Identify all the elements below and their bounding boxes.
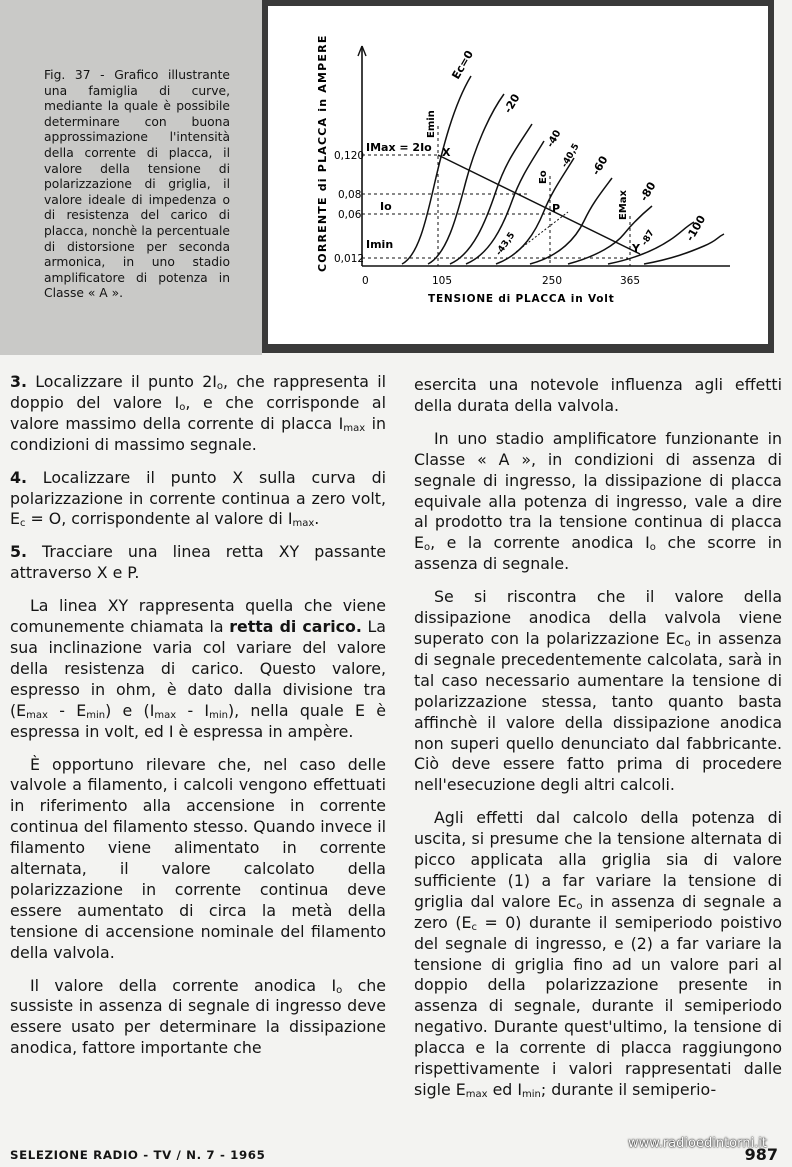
load-line-paragraph: La linea XY rappresenta quella che viene comunemente chiamata la retta di carico. La sua inclinazione varia col variare del valore della resistenza di carico. Questo valore, espresso in ohm, è dato dalla divisione tra $(E_{max} - E_{min})$ e $(I_{max} - I_{min})$, nella quale E è espressa in volt, ed I è espressa in ampère. [10,596,386,741]
load-line [438,155,640,254]
curve-label-60: -60 [589,153,611,178]
x-tick-105: 105 [432,275,453,287]
durata-paragraph: esercita una notevole influenza agli effetti della durata della valvola. [414,375,782,415]
point-x: X [442,146,451,159]
bias-line [516,212,568,252]
filament-paragraph: È opportuno rilevare che, nel caso delle valvole a filamento, i calcoli vengono effettuati in riferimento alla accensione in corrente continua del filamento stesso. Quando invece il filamento viene alimentato in corrente alternata, il valore calcolato della polarizzazione in corrente continua deve essere aumentato di circa la metà della tensione di accensione nominale del filamento della valvola. [10,754,386,962]
annotation-emin: Emin [426,110,437,138]
curve-label-87: -87 [639,228,657,248]
page-footer [10,1136,782,1166]
annotation-imax: IMax = 2Io [366,141,432,154]
x-axis-label: TENSIONE di PLACCA in Volt [428,293,615,305]
x-tick-250: 250 [542,275,563,287]
annotation-eo: Eo [538,170,549,184]
classe-a-paragraph: In uno stadio amplificatore funzionante in Classe « A », in condizioni di assenza di segnale di ingresso, la dissipazione di placca equivale alla potenza di ingresso, vale a dire al prodotto tra la tensione continua di placca $E_o$, e la corrente anodica $I_o$ che scorre in assenza di segnale. [414,428,783,574]
page-number: 987 [744,1145,778,1164]
curve-label-80: -80 [637,179,659,204]
curve-label-20: -20 [501,91,523,116]
figure-caption: Fig. 37 - Grafico illustrante una famiglia di curve, mediante la quale è possibile determinare con buona approssimazione l'intensità della corrente di placca, il valore della tensione di polarizzazione di griglia, il valore ideale di impedenza o di resistenza del carico di placca, nonchè la percentuale di distorsione per seconda armonica, in uno stadio amplificatore di potenza in Classe « A ». [44,68,230,301]
x-tick-365: 365 [620,275,641,287]
curve-label-ec0: Ec=0 [449,48,477,82]
y-axis-label: CORRENTE di PLACCA in AMPERE [316,34,329,272]
anode-current-paragraph: Il valore della corrente anodica $I_o$ che sussiste in assenza di segnale di ingresso deve essere usato per determinare la dissipazione anodica, fattore importante che [10,975,386,1058]
point-y: Y [632,242,640,255]
step-5-paragraph: 5. Tracciare una linea retta XY passante attraverso X e P. [10,542,386,583]
annotation-imin: Imin [366,238,394,251]
annotation-io: Io [380,200,392,213]
journal-name: SELEZIONE RADIO - TV / N. 7 - 1965 [10,1148,266,1162]
figure-graph [268,6,768,344]
point-p: P [552,202,561,215]
y-tick-008: 0,08 [338,189,362,201]
right-column [414,375,782,1101]
watermark-site: www.radioedintorni.it [628,1136,767,1151]
curve-label-40-5: -40,5 [559,142,582,170]
curve-ec-0 [402,76,471,264]
left-column [10,372,386,1059]
curve-label-100: -100 [683,213,709,244]
dissipation-paragraph: Se si riscontra che il valore della dissipazione anodica della valvola viene superato con la polarizzazione $Ec_o$ in assenza di segnale precedentemente calcolata, sarà in tal caso necessario aumentare la tensione di polarizzazione stessa, tanto quanto basta affinchè il valore della dissipazione anodica non superi quello denunciato dal fabbricante. Ciò deve essere fatto prima di procedere nell'esecuzione degli altri calcoli. [414,587,782,795]
output-power-paragraph: Agli effetti dal calcolo della potenza di uscita, si presume che la tensione alternata di picco applicata alla griglia sia di valore sufficiente (1) a far variare la tensione di griglia dal valore $Ec_o$ in assenza di segnale a zero $(E_c = 0)$ durante il semiperiodo poistivo del segnale di ingresso, e (2) a far variare la tensione di griglia fino ad un valore pari al doppio della polarizzazione presente in assenza di segnale, durante il semiperiodo negativo. Durante quest'ultimo, la tensione di placca e la corrente di placca raggiungono rispettivamente i valori rappresentati dalle sigle $E_{max}$ ed $I_{min}$; durante il semiperio- [414,808,783,1100]
y-tick-006: 0,06 [338,209,362,221]
plate-curves [402,76,724,264]
step-4-paragraph: 4. Localizzare il punto X sulla curva di polarizzazione in corrente continua a zero volt, $E_c = O$, corrispondente al valore di $I_{max}$. [10,467,386,530]
step-3-paragraph: 3. Localizzare il punto $2I_o$, che rappresenta il doppio del valore $I_o$, e che corrisponde al valore massimo della corrente di placca $I_{max}$ in condizioni di massimo segnale. [10,372,386,454]
y-tick-0120: 0,120 [334,150,365,162]
step-number: 5. [10,542,27,562]
tube-curves-chart [268,6,768,344]
curve-20 [428,94,504,264]
annotation-emax: EMax [618,190,629,220]
x-tick-0: 0 [362,275,369,287]
y-tick-0012: 0,012 [334,253,365,265]
step-number: 4. [10,467,27,487]
curve-label-43-5: -43,5 [494,230,518,258]
caption-panel [0,0,262,355]
curve-label-40: -40 [545,128,564,150]
step-number: 3. [10,372,27,391]
